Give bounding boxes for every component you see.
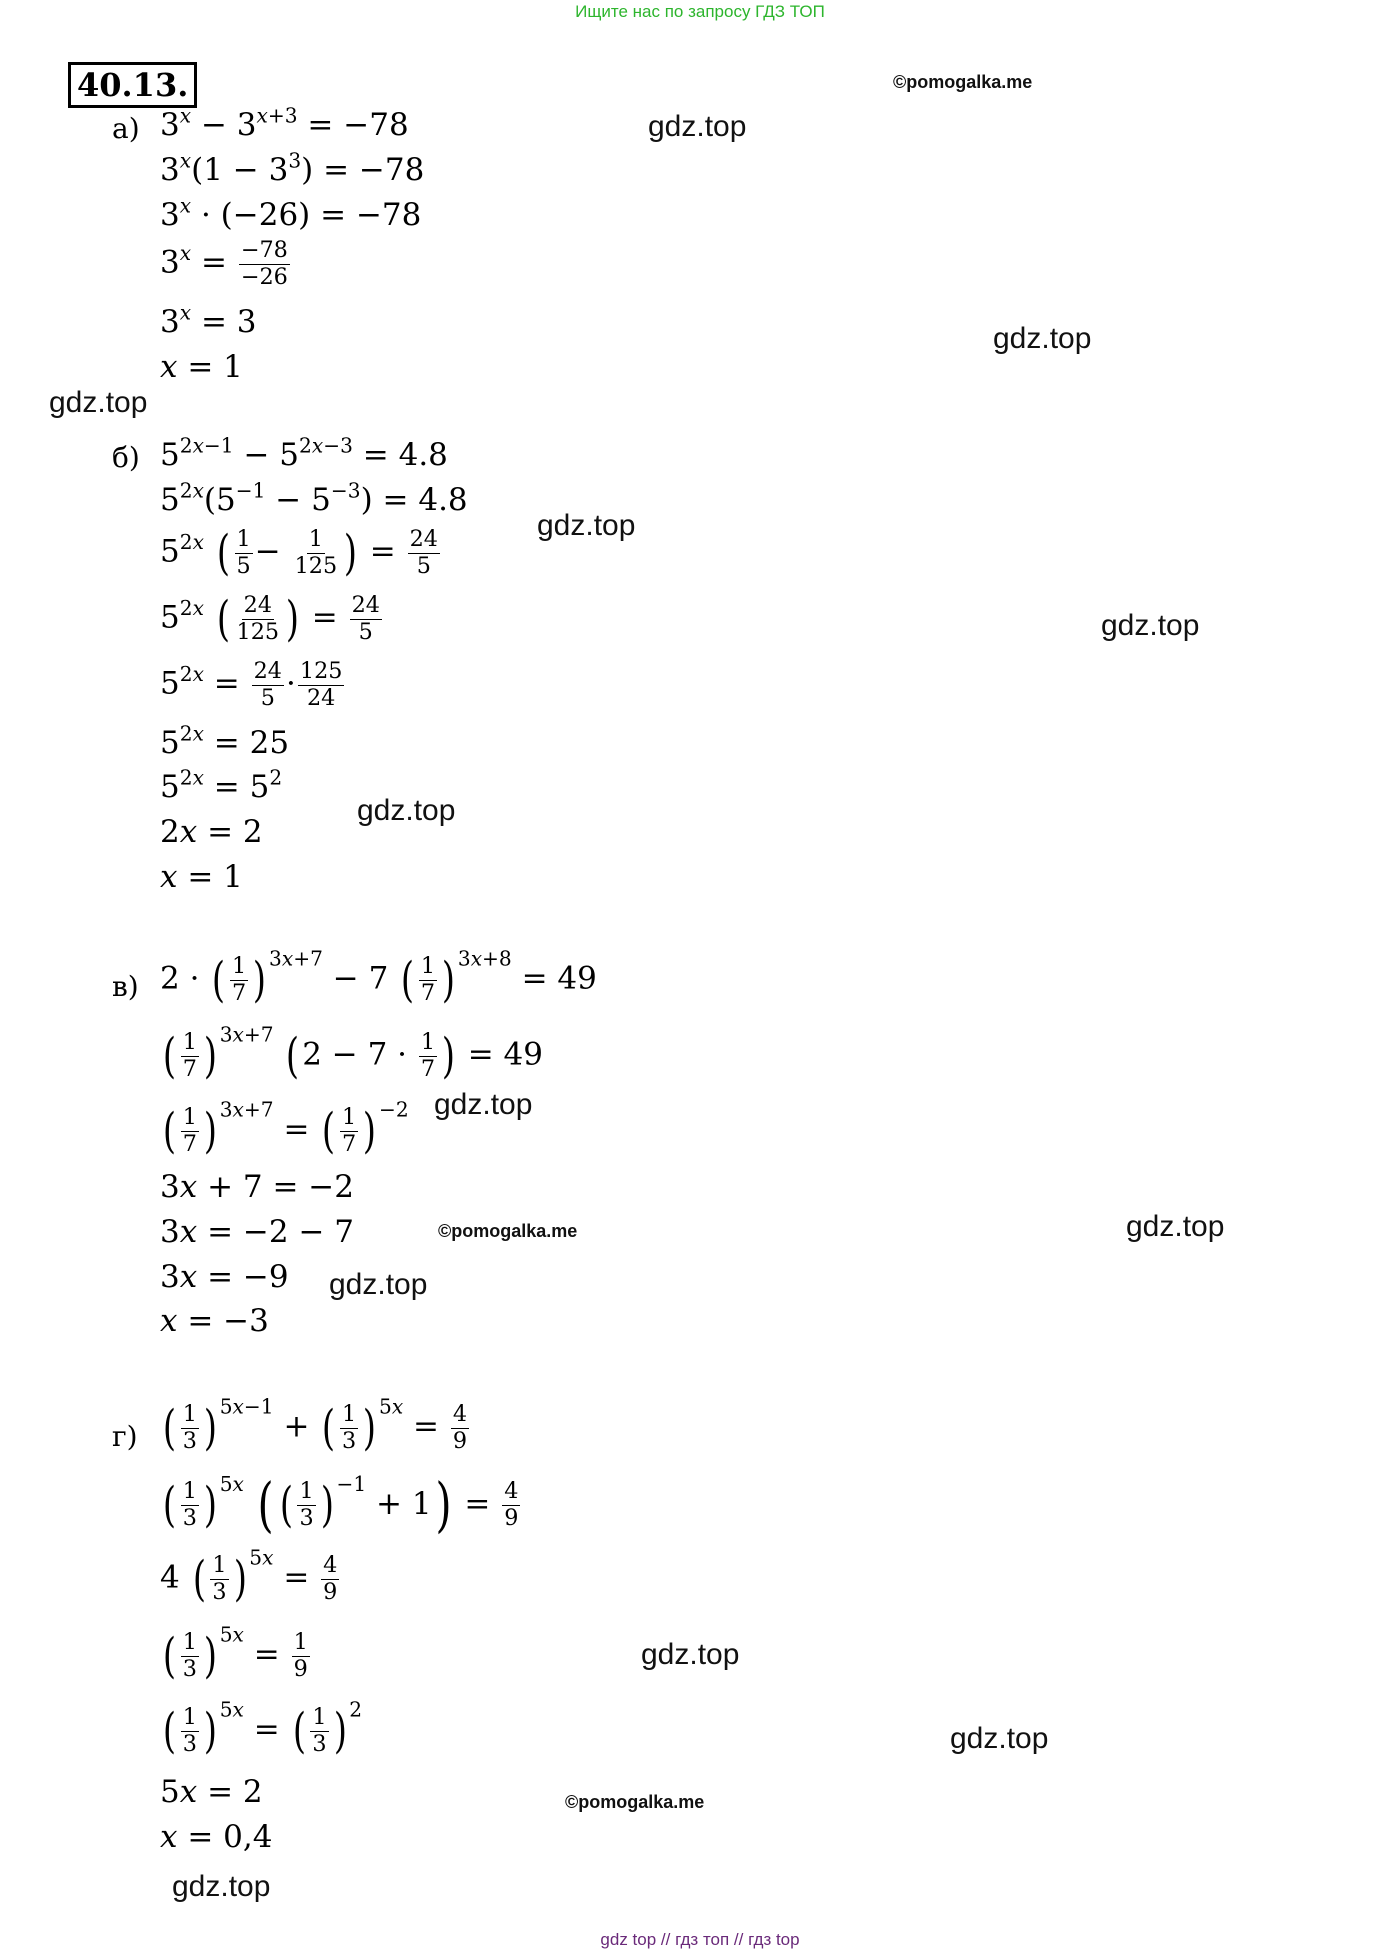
equation-line: $3^x$ = $\frac{-78}{-26}$ [160, 237, 288, 290]
part-label-v: в) [112, 970, 139, 1003]
equation-line: $5^{2x-1} - 5^{2x-3} = 4.8$ [160, 433, 448, 473]
equation-line: x = 0,4 [160, 1819, 273, 1855]
equation-line: ( $\frac{1}{3}$ ) $^{5x}$ = $\frac{1}{9}$ [162, 1622, 308, 1685]
gdz-watermark: gdz.top [950, 1722, 1049, 1755]
gdz-watermark: gdz.top [172, 1870, 271, 1903]
equation-line: 4 ( $\frac{1}{3}$ ) $^{5x}$ = $\frac{4}{9}$ [160, 1545, 338, 1608]
equation-line: $5^{2x}(5^{-1} - 5^{-3}) = 4.8$ [160, 478, 468, 518]
gdz-watermark: gdz.top [993, 322, 1092, 355]
equation-line: ( $\frac{1}{3}$ ) $^{5x}$ ( ( $\frac{1}{3}$ ) $^{-1}$ + 1) = $\frac{4}{9}$ [162, 1470, 519, 1539]
equation-line: $5^{2x} = 5^2$ [160, 765, 283, 805]
gdz-watermark: gdz.top [357, 794, 456, 827]
footer-links[interactable]: gdz top // гдз топ // гдз top [600, 1930, 800, 1949]
equation-line: ( $\frac{1}{3}$ ) $^{5x}$ = ( $\frac{1}{3}$ ) $^2$ [162, 1697, 363, 1760]
gdz-watermark: gdz.top [641, 1638, 740, 1671]
equation-line: $5^{2x}$ ( $\frac{1}{5}$ − $\frac{1}{125}$ ) = $\frac{24}{5}$ [160, 525, 439, 582]
copyright-watermark: ©pomogalka.me [438, 1221, 578, 1241]
problem-number: 40.13. [68, 62, 197, 108]
equation-line: $5^{2x} = 25$ [160, 721, 290, 761]
copyright-watermark: ©pomogalka.me [893, 72, 1033, 92]
gdz-watermark: gdz.top [434, 1088, 533, 1121]
part-label-g: г) [112, 1420, 138, 1453]
equation-line: x = 1 [160, 349, 243, 385]
equation-line: x = 1 [160, 859, 243, 895]
gdz-watermark: gdz.top [329, 1268, 428, 1301]
equation-line: ( $\frac{1}{7}$ ) $^{3x+7}$ = ( $\frac{1}{7}$ ) $^{-2}$ [162, 1097, 409, 1160]
equation-line: $3^x(1 - 3^3) = -78$ [160, 148, 425, 188]
gdz-watermark: gdz.top [1101, 609, 1200, 642]
equation-line: $3^x = 3$ [160, 300, 257, 340]
gdz-watermark: gdz.top [49, 386, 148, 419]
part-label-b: б) [112, 441, 140, 474]
search-banner[interactable]: Ищите нас по запросу ГДЗ ТОП [575, 2, 825, 21]
gdz-watermark: gdz.top [537, 509, 636, 542]
equation-line: 5x = 2 [160, 1774, 263, 1810]
equation-line: $3^x \cdot (-26) = -78$ [160, 193, 422, 233]
equation-line: $3^x - 3^{x+3} = -78$ [160, 103, 409, 143]
equation-line: 3x + 7 = −2 [160, 1169, 355, 1205]
equation-line: $5^{2x}$ = $\frac{24}{5}$ · $\frac{125}{24}$ [160, 658, 343, 711]
equation-line: 2 · ( $\frac{1}{7}$ ) $^{3x+7}$ − 7 ( $\frac{1}{7}$ ) $^{3x+8}$ = 49 [160, 946, 597, 1009]
equation-line: ( $\frac{1}{3}$ ) $^{5x-1}$ + ( $\frac{1}{3}$ ) $^{5x}$ = $\frac{4}{9}$ [162, 1394, 468, 1457]
equation-line: x = −3 [160, 1303, 269, 1339]
equation-line: 2x = 2 [160, 814, 263, 850]
equation-line: ( $\frac{1}{7}$ ) $^{3x+7}$ (2 − 7 · $\frac{1}{7}$ ) = 49 [162, 1022, 543, 1085]
equation-line: 3x = −9 [160, 1259, 289, 1295]
gdz-watermark: gdz.top [1126, 1210, 1225, 1243]
equation-line: 3x = −2 − 7 [160, 1214, 355, 1250]
equation-line: $5^{2x}$ ( $\frac{24}{125}$ ) = $\frac{24}{5}$ [160, 591, 380, 648]
part-label-a: а) [112, 112, 140, 145]
copyright-watermark: ©pomogalka.me [565, 1792, 705, 1812]
gdz-watermark: gdz.top [648, 110, 747, 143]
